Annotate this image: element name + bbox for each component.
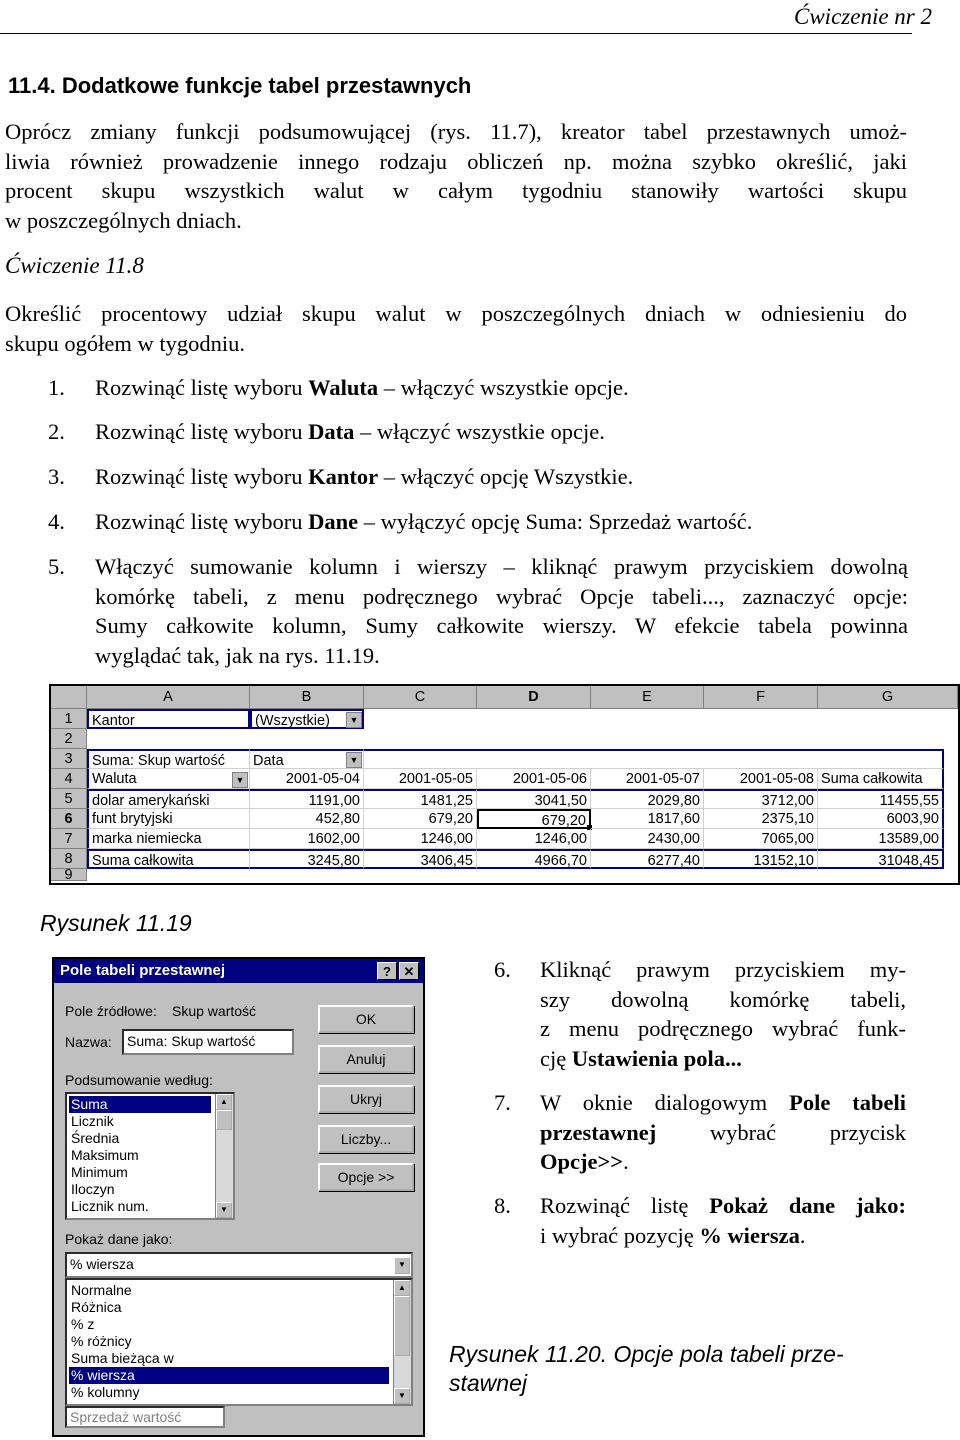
options-button[interactable]: Opcje >>	[318, 1163, 414, 1191]
cell-value[interactable]: 1246,00	[364, 829, 477, 849]
cell-value[interactable]: 679,20	[364, 809, 477, 829]
scroll-down-icon[interactable]: ▼	[394, 1388, 410, 1404]
list-item[interactable]: % kolumny	[71, 1384, 140, 1400]
cell-data-field[interactable]: Data	[250, 749, 364, 769]
cell-value[interactable]: 3041,50	[477, 789, 591, 809]
show-data-as-select[interactable]: % wiersza	[65, 1252, 413, 1278]
dropdown-arrow-icon[interactable]: ▼	[346, 712, 362, 728]
header-divider	[0, 33, 912, 34]
column-header-e[interactable]: E	[591, 686, 704, 709]
column-header-b[interactable]: B	[250, 686, 364, 709]
ok-button[interactable]: OK	[318, 1005, 414, 1033]
list-item[interactable]: Iloczyn	[71, 1181, 115, 1197]
column-header-d[interactable]: D	[477, 686, 591, 709]
cell-value[interactable]: 6277,40	[591, 849, 704, 869]
cell-value[interactable]: 6003,90	[818, 809, 944, 829]
list-item[interactable]: Suma	[69, 1096, 211, 1113]
figure-caption-11-20: Rysunek 11.20. Opcje pola tabeli prze- stawnej	[449, 1341, 844, 1396]
cell-value[interactable]: 452,80	[250, 809, 364, 829]
cell-value[interactable]: 1481,25	[364, 789, 477, 809]
summary-listbox[interactable]	[65, 1092, 235, 1220]
list-item[interactable]: Minimum	[71, 1164, 128, 1180]
summary-label: Podsumowanie według:	[65, 1072, 213, 1088]
cell-value[interactable]: 13152,10	[704, 849, 818, 869]
cell-value[interactable]: 3712,00	[704, 789, 818, 809]
cell-kantor-label[interactable]: Kantor	[87, 709, 250, 729]
figure-caption-11-19: Rysunek 11.19	[40, 910, 192, 936]
name-label: Nazwa:	[65, 1034, 112, 1050]
dialog-title: Pole tabeli przestawnej	[54, 959, 423, 983]
table-frame	[364, 749, 944, 769]
page-header-title: Ćwiczenie nr 2	[794, 4, 932, 29]
cell-data-label[interactable]: Suma: Skup wartość	[87, 749, 250, 769]
column-header-g[interactable]: G	[818, 686, 958, 709]
cancel-button[interactable]: Anuluj	[318, 1045, 414, 1073]
intro-line: Oprócz zmiany funkcji podsumowującej (rys. 11.7), kreator tabel przestawnych umoż-	[5, 119, 907, 144]
bottom-field[interactable]: Sprzedaż wartość	[65, 1406, 225, 1428]
cell-value[interactable]: 2029,80	[591, 789, 704, 809]
scroll-thumb[interactable]	[216, 1110, 232, 1130]
column-header-a[interactable]: A	[87, 686, 250, 709]
cell-currency[interactable]: marka niemiecka	[87, 829, 250, 849]
intro-line: procent skupu wszystkich walut w całym tygodniu stanowiły wartości skupu	[5, 178, 907, 203]
scroll-thumb[interactable]	[394, 1296, 410, 1356]
cell-value[interactable]: 1191,00	[250, 789, 364, 809]
show-data-as-list[interactable]	[65, 1278, 413, 1406]
exercise-task	[5, 299, 907, 358]
row-header[interactable]: 8	[51, 849, 87, 869]
cell-value[interactable]: 7065,00	[704, 829, 818, 849]
row-header[interactable]: 4	[51, 769, 87, 789]
cell-value[interactable]: 31048,45	[818, 849, 944, 869]
cell-value[interactable]: 1246,00	[477, 829, 591, 849]
row-header[interactable]: 6	[51, 809, 87, 829]
dropdown-arrow-icon[interactable]: ▼	[346, 752, 362, 768]
list-item[interactable]: Normalne	[71, 1282, 132, 1298]
task-line: Określić procentowy udział skupu walut w poszczególnych dniach w odniesieniu do	[5, 301, 907, 326]
pivot-field-dialog	[52, 957, 425, 1437]
scroll-up-icon[interactable]: ▲	[394, 1280, 410, 1296]
cell-value[interactable]: 1817,60	[591, 809, 704, 829]
dropdown-arrow-icon[interactable]: ▼	[232, 772, 248, 788]
cell-date[interactable]: 2001-05-08	[704, 769, 818, 789]
show-data-as-label: Pokaż dane jako:	[65, 1231, 173, 1247]
scroll-up-icon[interactable]: ▲	[216, 1094, 232, 1110]
row-header[interactable]: 9	[51, 869, 87, 881]
pivot-table-screenshot	[49, 684, 960, 885]
hide-button[interactable]: Ukryj	[318, 1085, 414, 1113]
task-line: skupu ogółem w tygodniu.	[5, 330, 245, 356]
cell-value[interactable]: 1602,00	[250, 829, 364, 849]
cell-grand-total-header[interactable]: Suma całkowita	[818, 769, 944, 789]
intro-line: w poszczególnych dniach.	[5, 207, 242, 233]
cell-value[interactable]: 13589,00	[818, 829, 944, 849]
column-header-c[interactable]: C	[364, 686, 477, 709]
show-data-scrollbar[interactable]	[393, 1280, 411, 1404]
row-header[interactable]: 5	[51, 789, 87, 809]
row-header[interactable]: 1	[51, 709, 87, 729]
cell-date[interactable]: 2001-05-07	[591, 769, 704, 789]
row-header[interactable]: 2	[51, 729, 87, 749]
list-item[interactable]: % różnicy	[71, 1333, 132, 1349]
column-header-f[interactable]: F	[704, 686, 818, 709]
cell-currency[interactable]: funt brytyjski	[87, 809, 250, 829]
list-item[interactable]: Średnia	[71, 1130, 120, 1146]
source-field-value: Skup wartość	[172, 1003, 257, 1019]
cell-value[interactable]: 3245,80	[250, 849, 364, 869]
row-header[interactable]: 3	[51, 749, 87, 769]
cell-waluta[interactable]: Waluta	[87, 769, 250, 789]
list-item[interactable]: Licznik	[71, 1113, 114, 1129]
dropdown-arrow-icon[interactable]: ▼	[394, 1257, 410, 1274]
cell-date[interactable]: 2001-05-05	[364, 769, 477, 789]
section-heading: 11.4. Dodatkowe funkcje tabel przestawnych	[8, 73, 472, 98]
cell-kantor-filter[interactable]: (Wszystkie)	[250, 709, 364, 729]
cell-currency[interactable]: dolar amerykański	[87, 789, 250, 809]
list-item[interactable]: Licznik num.	[71, 1198, 149, 1214]
cell-date[interactable]: 2001-05-06	[477, 769, 591, 789]
cell-value[interactable]: 3406,45	[364, 849, 477, 869]
corner-header[interactable]	[51, 686, 87, 709]
numbers-button[interactable]: Liczby...	[318, 1125, 414, 1153]
close-icon[interactable]: ✕	[399, 962, 419, 980]
summary-scrollbar[interactable]	[215, 1094, 233, 1218]
list-item[interactable]: Maksimum	[71, 1147, 139, 1163]
cell-value-selected[interactable]: 679,20	[477, 809, 591, 829]
help-icon[interactable]: ?	[377, 962, 397, 980]
source-field-label: Pole źródłowe:	[65, 1003, 157, 1019]
list-item[interactable]: Różnica	[71, 1299, 122, 1315]
scroll-down-icon[interactable]: ▼	[216, 1202, 232, 1218]
cell-grand-total[interactable]: Suma całkowita	[87, 849, 250, 869]
cell-value[interactable]: 2375,10	[704, 809, 818, 829]
intro-paragraph	[5, 117, 907, 235]
cell-date[interactable]: 2001-05-04	[250, 769, 364, 789]
intro-line: liwia również prowadzenie innego rodzaju obliczeń np. można szybko określić, jaki	[5, 148, 907, 174]
list-item[interactable]: % z	[71, 1316, 95, 1332]
exercise-title: Ćwiczenie 11.8	[5, 253, 144, 278]
row-header[interactable]: 7	[51, 829, 87, 849]
cell-value[interactable]: 11455,55	[818, 789, 944, 809]
cell-value[interactable]: 2430,00	[591, 829, 704, 849]
list-item[interactable]: Suma bieżąca w	[71, 1350, 174, 1366]
list-item-selected[interactable]: % wiersza	[69, 1367, 389, 1384]
name-input[interactable]: Suma: Skup wartość	[122, 1029, 294, 1055]
cell-value[interactable]: 4966,70	[477, 849, 591, 869]
